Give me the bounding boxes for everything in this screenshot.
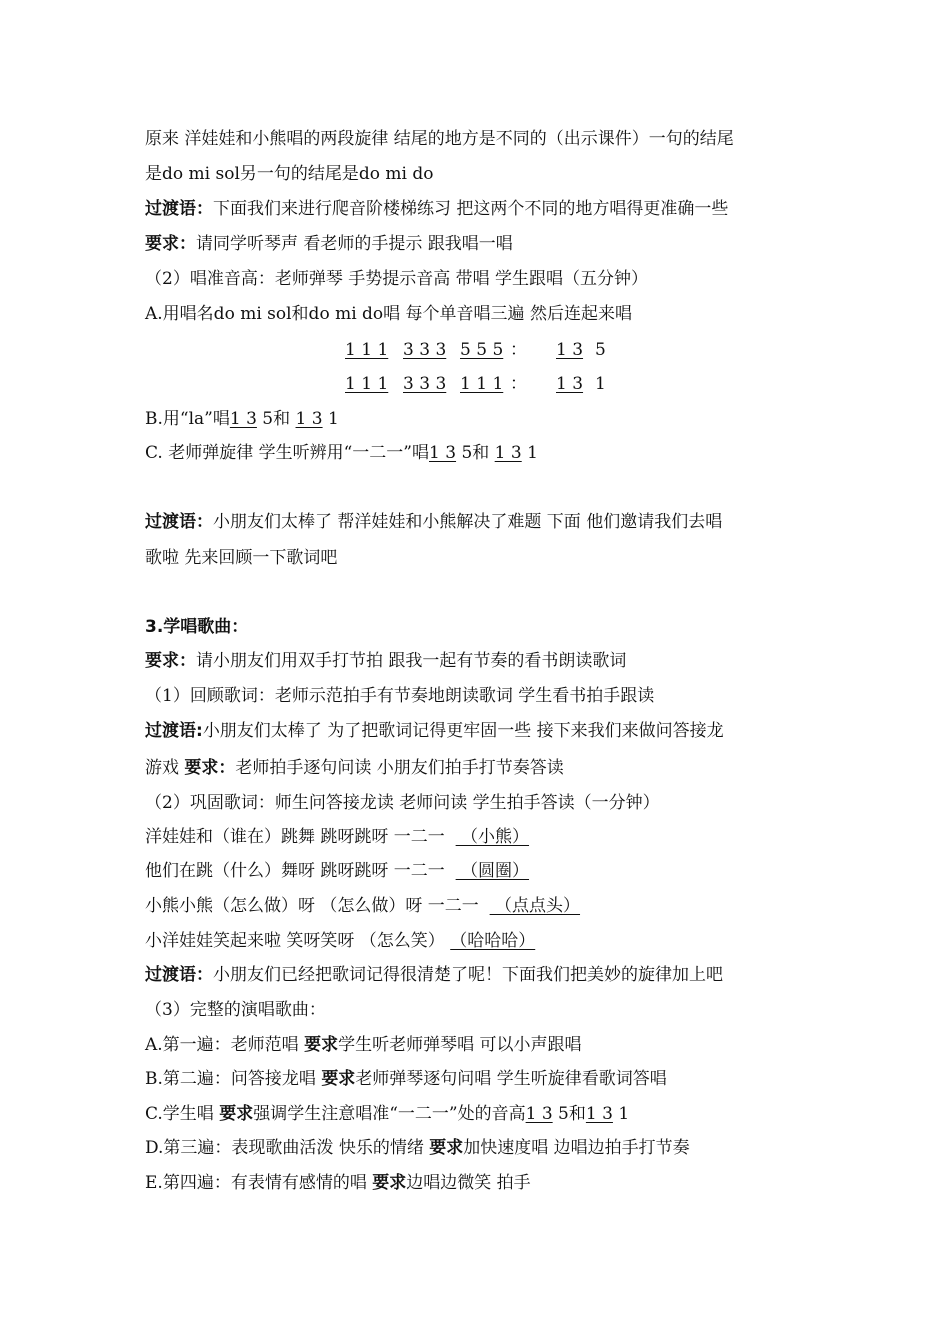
- text: 游戏: [145, 758, 185, 778]
- text: （3）完整的演唱歌曲：: [145, 1000, 326, 1020]
- lyric-line: [145, 895, 580, 917]
- transition-label: 过渡语：: [145, 965, 213, 985]
- transition-label: 过渡语:: [145, 721, 203, 741]
- paragraph-line: [145, 757, 564, 779]
- answer: （小熊）: [455, 827, 530, 847]
- note: 5: [595, 340, 606, 360]
- transition-label: 过渡语：: [145, 512, 213, 532]
- lyric-line: [145, 860, 529, 882]
- transition-line: [145, 198, 728, 220]
- paragraph-line: [145, 128, 734, 150]
- note-group: 1 3: [585, 1104, 613, 1124]
- note-group: 1 3: [429, 443, 457, 463]
- note-group: 1 1 1: [345, 374, 389, 394]
- step-line: [145, 408, 339, 430]
- note-colon: ：: [510, 340, 527, 360]
- text: 请同学听琴声 看老师的手提示 跟我唱一唱: [196, 234, 513, 254]
- note-group: 5 5 5: [460, 340, 504, 360]
- text: （2）巩固歌词：师生问答接龙读 老师问读 学生拍手答读（一分钟）: [145, 793, 660, 813]
- step-line: [145, 1137, 690, 1159]
- step-line: [145, 1068, 667, 1090]
- note-group: 1 3: [556, 340, 584, 360]
- text: B.用“la”唱: [145, 409, 230, 429]
- requirement-label: 要求：: [184, 758, 236, 778]
- text: 歌啦 先来回顾一下歌词吧: [145, 548, 338, 568]
- text: A.第一遍：老师范唱: [145, 1035, 305, 1055]
- transition-label: 过渡语：: [145, 199, 213, 219]
- transition-line: [145, 720, 724, 742]
- requirement-label: 要求: [219, 1104, 254, 1124]
- text: 强调学生注意唱准“一二一”处的音高: [253, 1104, 526, 1124]
- requirement-line: [145, 233, 513, 255]
- text: （2）唱准音高：老师弹琴 手势提示音高 带唱 学生跟唱（五分钟）: [145, 269, 649, 289]
- text: C. 老师弹旋律 学生听辨用“一二一”唱: [145, 443, 429, 463]
- transition-line: [145, 511, 722, 533]
- text: 老师弹琴逐句问唱 学生听旋律看歌词答唱: [355, 1069, 667, 1089]
- lyric-line: [145, 930, 535, 952]
- note-group: 1 1 1: [460, 374, 504, 394]
- question: 小洋娃娃笑起来啦 笑呀笑呀 （怎么笑）: [145, 931, 451, 951]
- text: 小朋友们太棒了 为了把歌词记得更牢固一些 接下来我们来做问答接龙: [202, 721, 724, 741]
- text: 小朋友们太棒了 帮洋娃娃和小熊解决了难题 下面 他们邀请我们去唱: [213, 512, 723, 532]
- answer: （圆圈）: [455, 861, 530, 881]
- text: （1）回顾歌词：老师示范拍手有节奏地朗读歌词 学生看书拍手跟读: [145, 686, 655, 706]
- text: 是do mi sol另一句的结尾是do mi do: [145, 164, 434, 184]
- text: A.用唱名do mi sol和do mi do唱 每个单音唱三遍 然后连起来唱: [145, 304, 632, 324]
- step-line: [145, 1172, 531, 1194]
- text: 1: [322, 409, 339, 429]
- note-group: 1 1 1: [345, 340, 389, 360]
- text: 请小朋友们用双手打节拍 跟我一起有节奏的看书朗读歌词: [196, 651, 627, 671]
- note-group: 1 3: [229, 409, 257, 429]
- text: 5和: [552, 1104, 586, 1124]
- text: 5和: [456, 443, 495, 463]
- text: 5和: [256, 409, 296, 429]
- requirement-label: 要求: [429, 1138, 464, 1158]
- question: 他们在跳（什么）舞呀 跳呀跳呀 一二一: [145, 861, 456, 881]
- text: D.第三遍：表现歌曲活泼 快乐的情绪: [145, 1138, 430, 1158]
- section-heading: [145, 616, 248, 638]
- note-group: 1 3: [295, 409, 323, 429]
- note: 1: [595, 374, 606, 394]
- note-colon: ：: [510, 374, 527, 394]
- answer: （点点头）: [489, 896, 581, 916]
- text: 1: [612, 1104, 630, 1124]
- text: B.第二遍：问答接龙唱: [145, 1069, 322, 1089]
- step-line: [145, 792, 660, 814]
- step-line: [145, 999, 326, 1021]
- requirement-label: 要求：: [145, 234, 196, 254]
- paragraph-line: [145, 163, 433, 185]
- text: 边唱边微笑 拍手: [406, 1173, 531, 1193]
- step-line: [145, 303, 632, 325]
- note-group: 1 3: [525, 1104, 553, 1124]
- note-group: 3 3 3: [403, 374, 447, 394]
- requirement-label: 要求: [304, 1035, 339, 1055]
- text: E.第四遍：有表情有感情的唱: [145, 1173, 373, 1193]
- requirement-label: 要求: [321, 1069, 356, 1089]
- note-group: 1 3: [556, 374, 584, 394]
- answer: （哈哈哈）: [450, 931, 536, 951]
- note-group: 3 3 3: [403, 340, 447, 360]
- text: 加快速度唱 边唱边拍手打节奏: [463, 1138, 690, 1158]
- step-line: [145, 685, 654, 707]
- step-line: [145, 1034, 582, 1056]
- question: 小熊小熊（怎么做）呀 （怎么做）呀 一二一: [145, 896, 490, 916]
- requirement-line: [145, 650, 626, 672]
- text: 小朋友们已经把歌词记得很清楚了呢！下面我们把美妙的旋律加上吧: [213, 965, 723, 985]
- paragraph-line: [145, 547, 337, 569]
- note-group: 1 3: [494, 443, 522, 463]
- text: C.学生唱: [145, 1104, 220, 1124]
- text: 学生听老师弹琴唱 可以小声跟唱: [338, 1035, 582, 1055]
- question: 洋娃娃和（谁在）跳舞 跳呀跳呀 一二一: [145, 827, 456, 847]
- transition-line: [145, 964, 723, 986]
- step-line: [145, 1103, 629, 1125]
- step-line: [145, 268, 648, 290]
- heading-text: 3.学唱歌曲：: [145, 617, 249, 637]
- text: 老师拍手逐句问读 小朋友们拍手打节奏答读: [235, 758, 564, 778]
- step-line: [145, 442, 538, 464]
- requirement-label: 要求: [372, 1173, 407, 1193]
- text: 原来 洋娃娃和小熊唱的两段旋律 结尾的地方是不同的（出示课件）一句的结尾: [145, 129, 734, 149]
- lyric-line: [145, 826, 529, 848]
- requirement-label: 要求：: [145, 651, 196, 671]
- text: 下面我们来进行爬音阶楼梯练习 把这两个不同的地方唱得更准确一些: [213, 199, 729, 219]
- text: 1: [521, 443, 538, 463]
